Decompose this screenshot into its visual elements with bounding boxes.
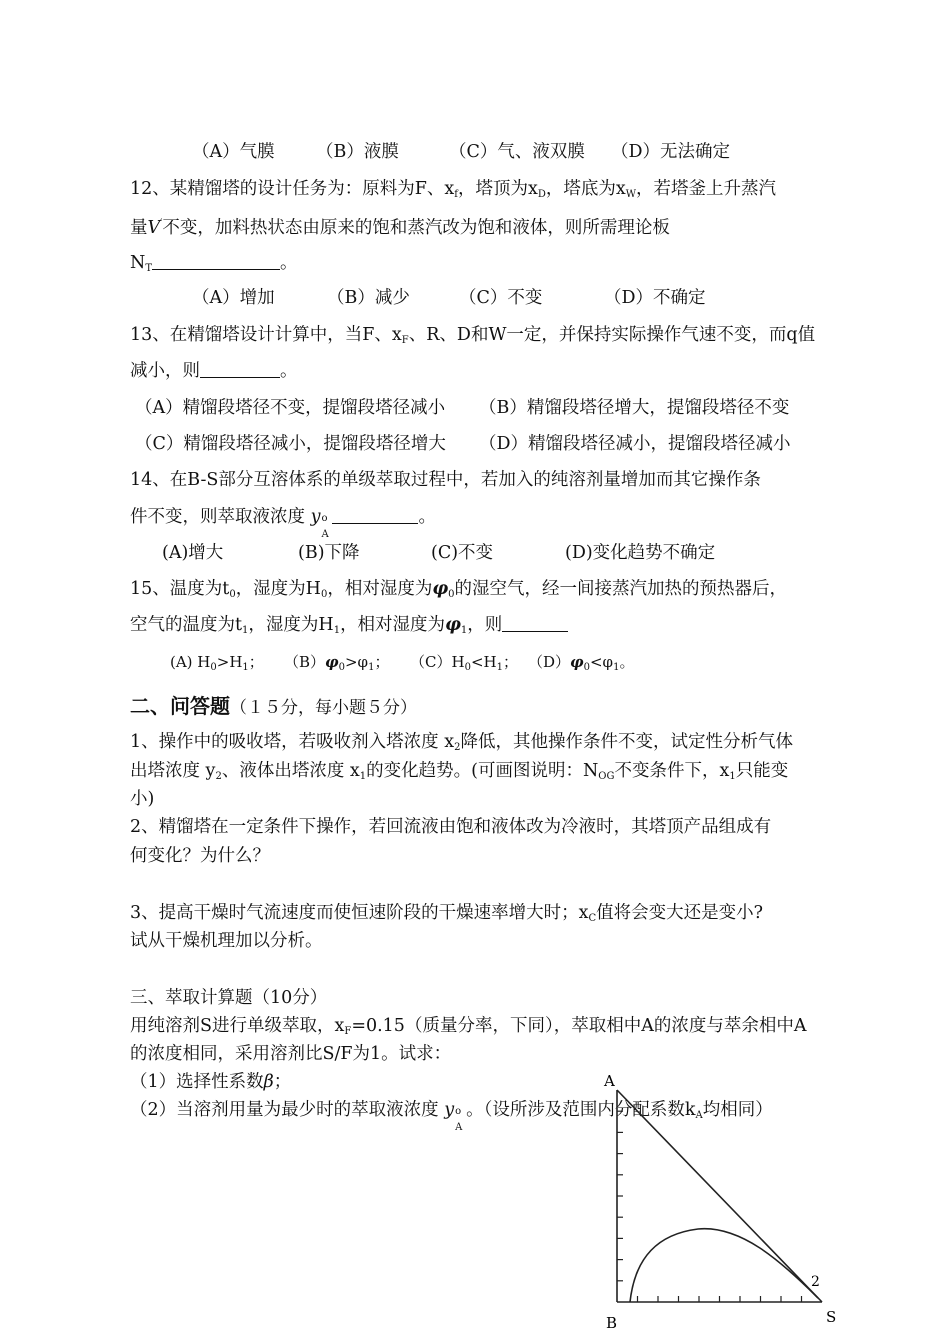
sec2-q2-line-1: 2、精馏塔在一定条件下操作，若回流液由饱和液体改为冷液时，其塔顶产品组成有	[130, 817, 772, 837]
q12-option-a: （A）增加	[192, 288, 275, 308]
q12-option-b: （B）减少	[327, 288, 410, 308]
q12-option-c: （C）不变	[459, 288, 543, 308]
q15-line-2: 空气的温度为$t_1$，湿度为$H_1$，相对湿度为$\varphi_1$，则	[130, 614, 568, 642]
sec2-q1-line-3: 小)	[130, 789, 155, 809]
q14-option-d: (D)变化趋势不确定	[565, 543, 716, 563]
sec2-q1-line-1: 1、操作中的吸收塔，若吸收剂入塔浓度 $x_2$降低，其他操作条件不变，试定性分析气体	[130, 732, 793, 753]
q14-option-c: (C)不变	[431, 543, 494, 563]
sec2-q3-line-1: 3、提高干燥时气流速度而使恒速阶段的干燥速率增大时；$x_C$值将会变大还是变小?	[130, 903, 764, 924]
section-2-heading: 二、问答题（１５分，每小题５分）	[130, 694, 417, 718]
sec3-line-1: 用纯溶剂S进行单级萃取，$x_F=0.15$（质量分率，下同），萃取相中A的浓度与萃余相中A	[130, 1016, 807, 1037]
q11-option-d: （D）无法确定	[611, 142, 731, 162]
axis-ticks	[617, 1111, 802, 1302]
q11-option-c: （C）气、液双膜	[449, 142, 585, 162]
ternary-phase-diagram	[590, 1062, 850, 1337]
sec2-q3-line-2: 试从干燥机理加以分析。	[130, 931, 323, 951]
q13-option-a: （A）精馏段塔径不变，提馏段塔径减小	[135, 398, 446, 418]
q15-option-c: $(C)H_0<H_1$；	[410, 653, 518, 673]
q12-line-1: 12、某精馏塔的设计任务为：原料为F、$x_f$，塔顶为$x_D$，塔底为$x_W$，若塔釜上升蒸汽	[130, 179, 777, 200]
q11-option-b: （B）液膜	[316, 142, 399, 162]
q11-option-a: （A）气膜	[192, 142, 275, 162]
q14-option-a: (A)增大	[162, 543, 224, 563]
q12-line-3: $N_T$ 。	[130, 253, 298, 274]
q14-answer-blank[interactable]	[332, 507, 418, 524]
q15-option-d: $(D)\varphi_0<\varphi_1$。	[528, 653, 635, 673]
solubility-curve	[630, 1229, 818, 1302]
hypotenuse-as	[617, 1090, 822, 1302]
q14-option-b: (B)下降	[298, 543, 360, 563]
sec3-line-3: （1）选择性系数β；	[130, 1072, 292, 1092]
sec2-q1-line-2: 出塔浓度 $y_2$、液体出塔浓度 $x_1$的变化趋势。(可画图说明：$N_{OG}$不变条件下，$x_1$只能变	[130, 761, 789, 782]
q13-option-d: （D）精馏段塔径减小，提馏段塔径减小	[479, 434, 791, 454]
q15-option-a: (A) $H_0>H_1$；	[170, 653, 264, 673]
q12-option-d: （D）不确定	[604, 288, 706, 308]
q13-option-b: （B）精馏段塔径增大，提馏段塔径不变	[479, 398, 790, 418]
vertex-s-label: S	[826, 1308, 837, 1326]
sec3-line-2: 的浓度相同，采用溶剂比S/F为1。试求：	[130, 1044, 452, 1064]
q15-option-b: $(B)\varphi_0>\varphi_1$；	[284, 653, 390, 673]
sec2-q2-line-2: 何变化？为什么？	[130, 846, 270, 866]
section-3-heading: 三、萃取计算题（10分）	[130, 988, 328, 1008]
point-2-label: 2	[811, 1274, 820, 1290]
q12-answer-blank[interactable]	[152, 253, 280, 270]
q12-line-2: 量V′不变，加料热状态由原来的饱和蒸汽改为饱和液体，则所需理论板	[130, 218, 670, 238]
q14-line-2: 件不变，则萃取液浓度 y o A 。	[130, 507, 436, 540]
q14-line-1: 14、在B-S部分互溶体系的单级萃取过程中，若加入的纯溶剂量增加而其它操作条	[130, 470, 761, 490]
vertex-b-label: B	[606, 1314, 618, 1332]
q13-line-1: 13、在精馏塔设计计算中，当F、$x_F$、R、D和W一定，并保持实际操作气速不变，而q值	[130, 325, 816, 346]
vertex-a-label: A	[604, 1072, 615, 1090]
q15-answer-blank[interactable]	[502, 615, 568, 632]
q13-option-c: （C）精馏段塔径减小，提馏段塔径增大	[135, 434, 446, 454]
q13-answer-blank[interactable]	[200, 361, 280, 378]
sec3-line-4: （2）当溶剂用量为最少时的萃取液浓度 y o A 。（设所涉及范围内分配系数$k_A$均相同）	[130, 1100, 773, 1133]
q13-line-2: 减小，则 。	[130, 361, 298, 381]
q15-line-1: 15、温度为$t_0$，湿度为$H_0$，相对湿度为$\varphi_0$的湿空气，经一间接蒸汽加热的预热器后，	[130, 579, 788, 600]
